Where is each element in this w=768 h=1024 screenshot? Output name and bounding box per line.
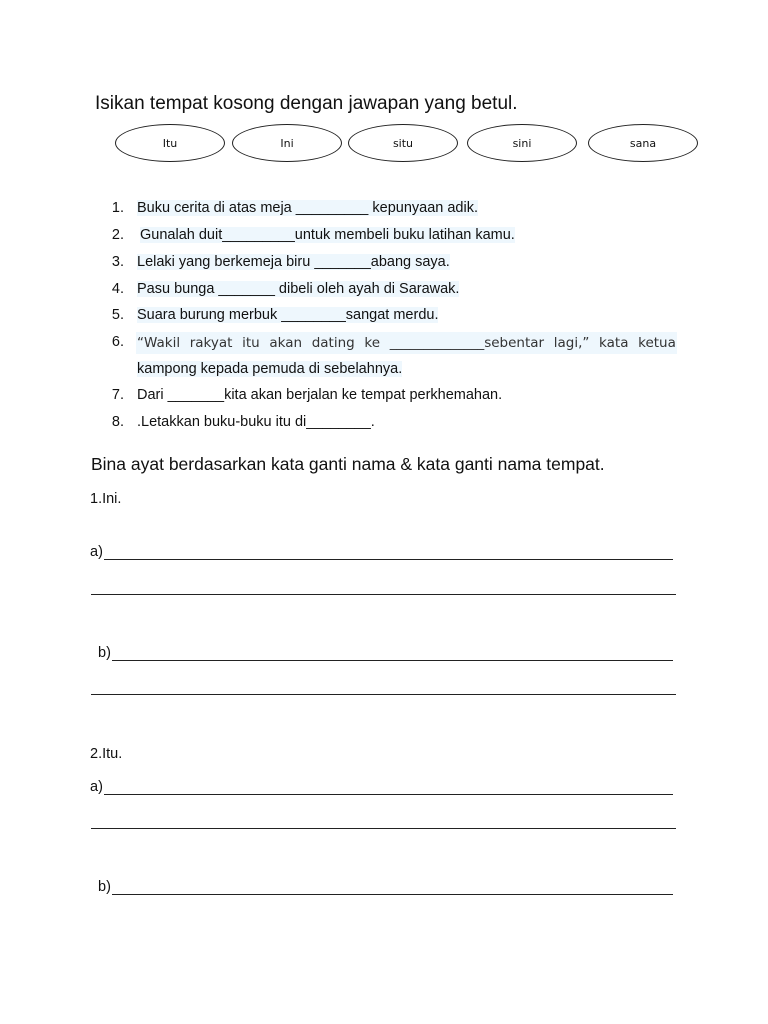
instruction-title: Isikan tempat kosong dengan jawapan yang betul. [95,93,518,114]
question-word: rakyat [189,335,233,351]
answer-line [104,794,673,795]
part1-a-label: a) [90,544,103,560]
question-text: Gunalah duit_________untuk membeli buku latihan kamu. [140,227,515,243]
word-bank-situ: situ [348,124,458,162]
question-word: kata [599,335,629,351]
question-number: 2. [111,227,124,243]
question-word: ketua [638,335,676,351]
question-text-line-1 [136,332,677,354]
question-text: Pasu bunga _______ dibeli oleh ayah di Sarawak. [137,281,460,297]
question-word: ______________sebentar [389,335,545,351]
question-word: akan [269,335,303,351]
question-number: 8. [111,414,124,430]
part1-label: 1.Ini. [90,491,122,507]
question-text: Lelaki yang berkemeja biru _______abang saya. [137,254,450,270]
question-number: 1. [111,200,124,216]
question-number: 4. [111,281,124,297]
question-word: itu [242,335,260,351]
word-bank-sana: sana [588,124,698,162]
answer-line [104,559,673,560]
question-text-line-2: kampong kepada pemuda di sebelahnya. [137,361,403,377]
word-bank-sini: sini [467,124,577,162]
question-number: 6. [111,334,124,350]
answer-line [112,660,673,661]
question-word: lagi,” [553,335,590,351]
answer-line [91,694,676,695]
question-word: dating [311,335,355,351]
word-bank-itu: Itu [115,124,225,162]
answer-line [91,828,676,829]
question-text: Suara burung merbuk ________sangat merdu. [137,307,439,323]
part2-label: 2.Itu. [90,746,123,762]
question-word: “Wakil [137,335,181,351]
part2-b-label: b) [98,879,111,895]
word-bank-ini: Ini [232,124,342,162]
answer-line [112,894,673,895]
question-number: 3. [111,254,124,270]
question-word: ke [364,335,381,351]
question-text: .Letakkan buku-buku itu di________. [137,414,375,430]
part1-b-label: b) [98,645,111,661]
answer-line [91,594,676,595]
part2-a-label: a) [90,779,103,795]
question-number: 5. [111,307,124,323]
section2-title: Bina ayat berdasarkan kata ganti nama & kata ganti nama tempat. [91,454,605,474]
question-text: Dari _______kita akan berjalan ke tempat perkhemahan. [137,387,503,403]
question-number: 7. [111,387,124,403]
question-text: Buku cerita di atas meja _________ kepunyaan adik. [137,200,478,216]
